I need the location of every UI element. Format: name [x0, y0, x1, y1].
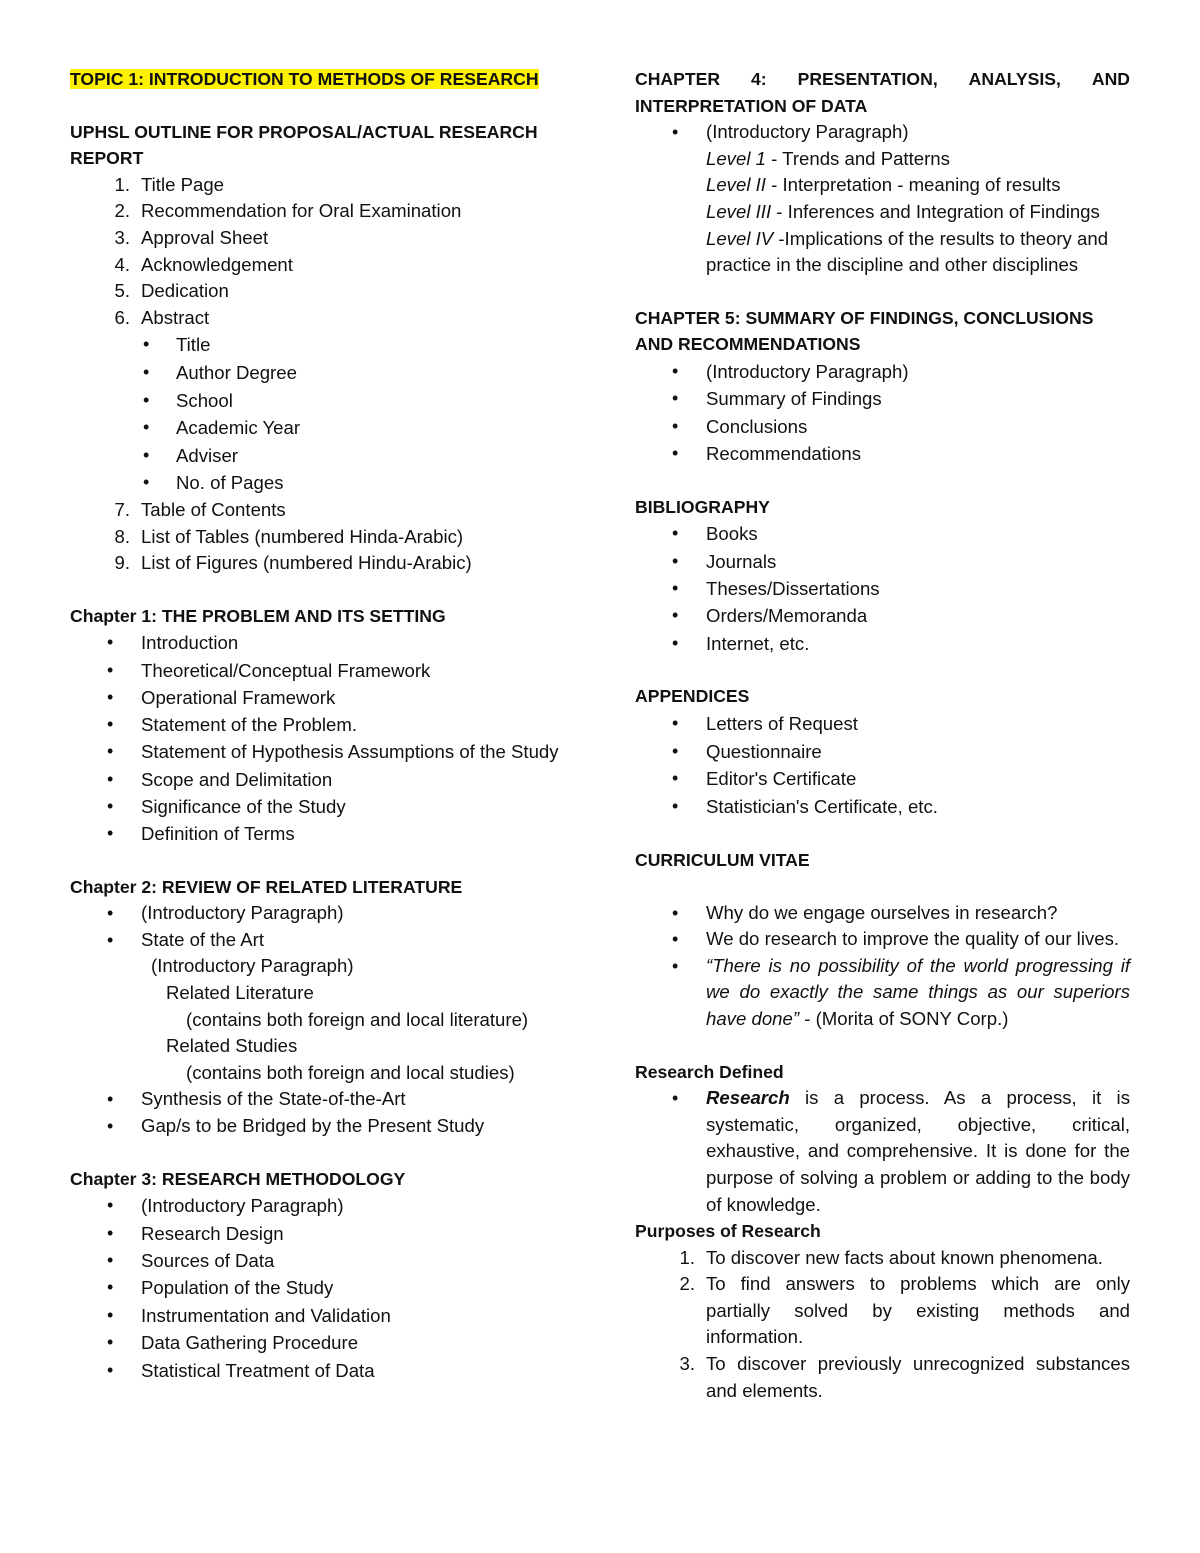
chapter3-list [70, 1192, 560, 1384]
ch2-sub-intro: (Introductory Paragraph) [151, 955, 354, 977]
list-item: • Population of the Study [70, 1274, 560, 1301]
right-column [635, 66, 1130, 1404]
list-item: • Scope and Delimitation [70, 766, 560, 793]
topic-title [70, 66, 560, 93]
list-item: • Statement of the Problem. [70, 711, 560, 738]
list-item: • Instrumentation and Validation [70, 1302, 560, 1329]
list-item: • Recommendations [635, 440, 1130, 467]
outline-list-continued [70, 497, 560, 577]
list-item: • Summary of Findings [635, 385, 1130, 412]
list-item: • Theoretical/Conceptual Framework [70, 657, 560, 684]
chapter4-title-line2: INTERPRETATION OF DATA [635, 95, 868, 116]
ch2-literature-note: (contains both foreign and local literature) [186, 1008, 529, 1030]
list-item: 1. Title Page [114, 173, 225, 195]
list-item: • Adviser [70, 442, 560, 470]
level-3: Level III - Inferences and Integration of Findings [706, 200, 1100, 222]
list-item: • Gap/s to be Bridged by the Present Study [70, 1113, 560, 1140]
chapter2-list-continued [70, 1086, 560, 1139]
definition-item: • Research is a process. As a process, it is systematic, organized, objective, critical, exhaustive, and comprehensive. It is done for the purpose of solving a problem or adding to the body of knowledge. [635, 1085, 1130, 1218]
level-2: Level II - Interpretation - meaning of results [706, 174, 1061, 196]
list-item: • Letters of Request [635, 710, 1130, 738]
chapter2-title: Chapter 2: REVIEW OF RELATED LITERATURE [70, 876, 463, 897]
list-item: • (Introductory Paragraph) [70, 900, 560, 927]
list-item: • Operational Framework [70, 684, 560, 711]
list-item: • Synthesis of the State-of-the-Art [70, 1086, 560, 1113]
list-item: 4. Acknowledgement [114, 253, 293, 275]
list-item: • Why do we engage ourselves in research? [635, 900, 1130, 927]
outline-title: UPHSL OUTLINE FOR PROPOSAL/ACTUAL RESEARCH REPORT [70, 121, 538, 169]
appendices-title: APPENDICES [635, 686, 750, 707]
outline-list [70, 172, 560, 332]
list-item: 2. Recommendation for Oral Examination [114, 200, 462, 222]
list-item: • Introduction [70, 629, 560, 656]
ch2-related-literature: Related Literature [166, 982, 314, 1004]
level-4: Level IV -Implications of the results to theory and practice in the discipline and other disciplines [706, 227, 1109, 276]
list-item: 5. Dedication [114, 280, 229, 302]
topic-title-highlight: TOPIC 1: INTRODUCTION TO METHODS OF RESEARCH [70, 69, 539, 89]
list-item: 3. Approval Sheet [114, 226, 269, 248]
chapter5-title: CHAPTER 5: SUMMARY OF FINDINGS, CONCLUSIONS AND RECOMMENDATIONS [635, 307, 1094, 355]
list-item: • (Introductory Paragraph) [70, 1192, 560, 1219]
chapter5-list [635, 358, 1130, 468]
list-item: • Orders/Memoranda [635, 602, 1130, 629]
chapter1-title: Chapter 1: THE PROBLEM AND ITS SETTING [70, 605, 446, 626]
list-item: • We do research to improve the quality of our lives. [635, 926, 1130, 953]
list-item: • (Introductory Paragraph) [635, 358, 1130, 385]
list-item: 6. Abstract [114, 306, 210, 328]
chapter4-title: CHAPTER 4: PRESENTATION, ANALYSIS, AND [635, 69, 1130, 89]
abstract-list [70, 331, 560, 497]
chapter1-list [70, 629, 560, 847]
ch2-studies-note: (contains both foreign and local studies) [186, 1061, 515, 1083]
list-item: • Internet, etc. [635, 630, 1130, 657]
curriculum-vitae-title: CURRICULUM VITAE [635, 849, 810, 870]
list-item: 3. To discover previously unrecognized substances and elements. [679, 1353, 1130, 1401]
appendices-list [635, 710, 1130, 821]
list-item: • School [70, 387, 560, 415]
bibliography-list [635, 520, 1130, 657]
list-item: • Books [635, 520, 1130, 547]
chapter2-list [70, 900, 560, 953]
purposes-title: Purposes of Research [635, 1221, 821, 1242]
list-item: • Sources of Data [70, 1247, 560, 1274]
quote-item: • “There is no possibility of the world progressing if we do exactly the same things as our superiors have done” - (Morita of SONY Corp.) [635, 953, 1130, 1033]
bibliography-title: BIBLIOGRAPHY [635, 496, 770, 517]
list-item: • Theses/Dissertations [635, 575, 1130, 602]
list-item: • State of the Art [70, 927, 560, 954]
list-item: 8. List of Tables (numbered Hinda-Arabic) [114, 525, 464, 547]
list-item: 2. To find answers to problems which are only partially solved by existing methods and information. [679, 1273, 1130, 1348]
chapter3-title: Chapter 3: RESEARCH METHODOLOGY [70, 1168, 406, 1189]
list-item: • Title [70, 331, 560, 359]
why-research-list [635, 900, 1130, 1033]
level-1: Level 1 - Trends and Patterns [706, 147, 950, 169]
list-item: • Conclusions [635, 413, 1130, 440]
chapter4-list [635, 119, 1130, 146]
research-defined-title: Research Defined [635, 1061, 784, 1082]
list-item: 1. To discover new facts about known phenomena. [679, 1246, 1103, 1268]
list-item: • Author Degree [70, 359, 560, 387]
list-item: 9. List of Figures (numbered Hindu-Arabic) [114, 552, 472, 574]
list-item: • (Introductory Paragraph) [635, 119, 1130, 146]
list-item: • Questionnaire [635, 738, 1130, 766]
list-item: • Statistician's Certificate, etc. [635, 793, 1130, 821]
research-defined-list [635, 1085, 1130, 1218]
list-item: • Statement of Hypothesis Assumptions of the Study [70, 738, 560, 765]
list-item: • Statistical Treatment of Data [70, 1357, 560, 1384]
list-item: • Research Design [70, 1220, 560, 1247]
left-column [70, 66, 560, 1384]
list-item: • Academic Year [70, 414, 560, 442]
list-item: • Data Gathering Procedure [70, 1329, 560, 1356]
list-item: • Editor's Certificate [635, 765, 1130, 793]
list-item: 7. Table of Contents [114, 498, 286, 520]
list-item: • Journals [635, 548, 1130, 575]
ch2-related-studies: Related Studies [166, 1035, 298, 1057]
purposes-list [635, 1245, 1130, 1405]
list-item: • Significance of the Study [70, 793, 560, 820]
list-item: • No. of Pages [70, 469, 560, 497]
list-item: • Definition of Terms [70, 820, 560, 847]
